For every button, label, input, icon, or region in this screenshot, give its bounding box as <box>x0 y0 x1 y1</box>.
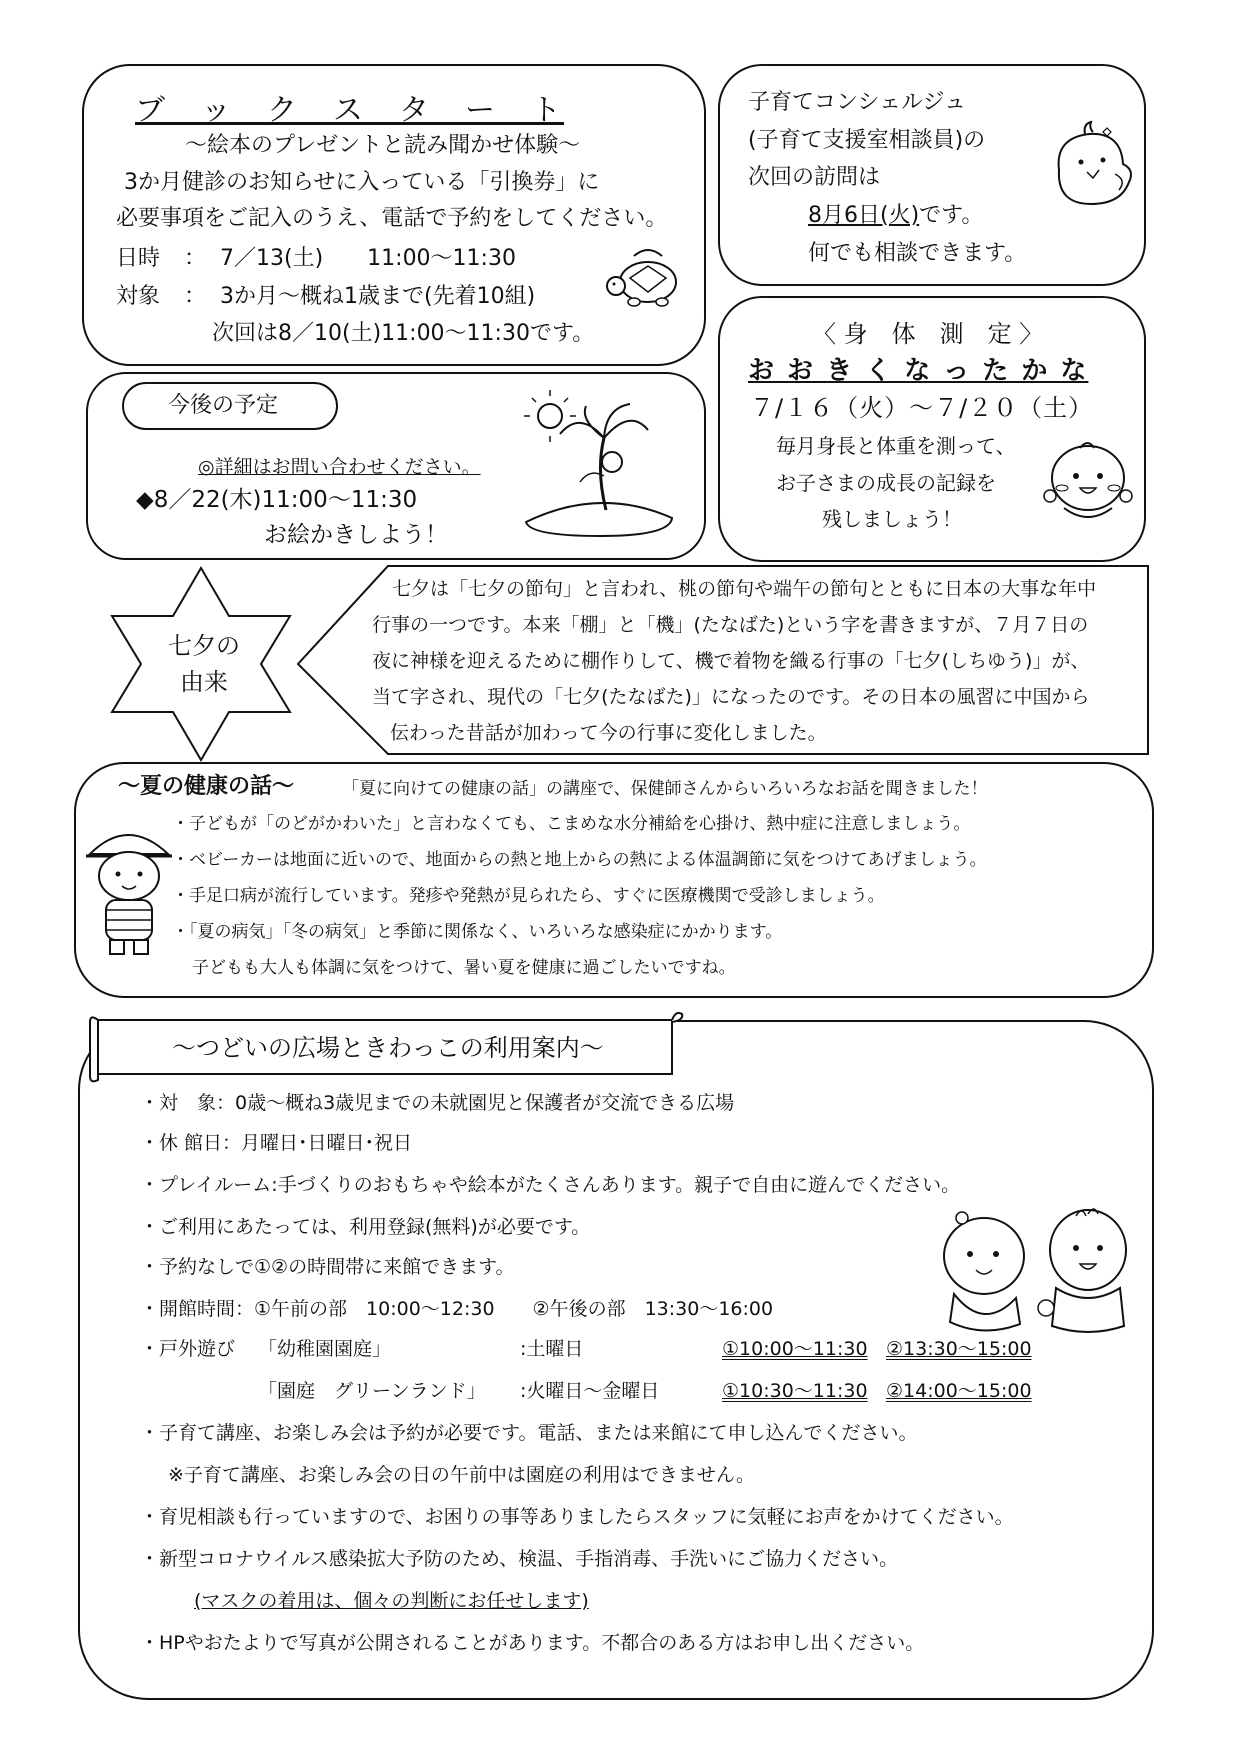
bookstart-subtitle: ～絵本のプレゼントと読み聞かせ体験～ <box>185 133 581 158</box>
tanabata-line-5: 伝わった昔話が加わって今の行事に変化しました。 <box>390 722 827 744</box>
guide-outdoor2-time1: ①10:30～11:30 <box>722 1380 868 1402</box>
guide-registration: ・ご利用にあたっては、利用登録(無料)が必要です。 <box>140 1216 591 1238</box>
measure-line2: お子さまの成長の記録を <box>776 471 996 495</box>
guide-courses-note: ※子育て講座、お楽しみ会の日の午前中は園庭の利用はできません。 <box>168 1464 756 1486</box>
guide-outdoor-label: ・戸外遊び <box>140 1338 236 1360</box>
baby-face-icon <box>1040 436 1136 526</box>
guide-outdoor2-place: 「園庭 グリーンランド」 <box>258 1380 486 1402</box>
bookstart-target-value: 3か月～概ね1歳まで(先着10組) <box>220 284 536 309</box>
bookstart-title: ブ ッ ク ス タ ー ト <box>135 93 564 128</box>
concierge-date: 8月6日(火) <box>808 203 920 228</box>
guide-outdoor1-place: 「幼稚園園庭」 <box>258 1338 392 1360</box>
guide-outdoor1-time2: ②13:30～15:00 <box>886 1338 1032 1360</box>
summer-item-2: ・ベビーカーは地面に近いので、地面からの熱と地上からの熱による体温調節に気をつけてあげましょう。 <box>172 850 987 870</box>
bookstart-date-value: 7／13(土) 11:00～11:30 <box>220 246 516 271</box>
summer-item-1: ・子どもが「のどがかわいた」と言わなくても、こまめな水分補給を心掛け、熱中症に注意しましょう。 <box>172 814 971 834</box>
summer-title: ～夏の健康の話～ <box>118 774 295 799</box>
summer-item-5: 子どもも大人も体調に気をつけて、暑い夏を健康に過ごしたいですね。 <box>192 958 736 978</box>
bookstart-line2: 必要事項をご記入のうえ、電話で予約をしてください。 <box>116 206 668 231</box>
summer-item-3: ・手足口病が流行しています。発疹や発熱が見られたら、すぐに医療機関で受診しましょう。 <box>172 886 885 906</box>
guide-mask: (マスクの着用は、個々の判断にお任せします) <box>194 1590 589 1612</box>
schedule-event-date: ◆8／22(木)11:00～11:30 <box>136 487 418 513</box>
tanabata-line-1: 七夕は「七夕の節句」と言われ、桃の節句や端午の節句とともに日本の大事な年中 <box>392 578 1097 600</box>
child-hat-icon <box>84 818 174 958</box>
bookstart-date-label: 日時 <box>116 246 161 271</box>
concierge-line1: 子育てコンシェルジュ <box>748 90 967 115</box>
tanabata-label-line1: 七夕の <box>168 632 240 660</box>
chick-icon <box>1045 120 1137 210</box>
summer-intro: 「夏に向けての健康の話」の講座で、保健師さんからいろいろなお話を聞きました！ <box>342 779 988 799</box>
palm-island-icon <box>520 390 680 538</box>
tanabata-line-2: 行事の一つです。本来「棚」と「機」(たなばた)という字を書きますが、７月７日の <box>372 614 1089 636</box>
guide-consult: ・育児相談も行っていますので、お困りの事等ありましたらスタッフに気軽にお声をかけてください。 <box>140 1506 1014 1528</box>
concierge-date-suffix: です。 <box>919 203 984 228</box>
concierge-line2: (子育て支援室相談員)の <box>748 128 986 153</box>
schedule-note: ◎詳細はお問い合わせください。 <box>198 456 481 478</box>
bookstart-next: 次回は8／10(土)11:00～11:30です。 <box>212 321 595 346</box>
guide-outdoor1-day: :土曜日 <box>520 1338 584 1360</box>
bookstart-date-sep: ： <box>184 246 207 271</box>
bookstart-target-label: 対象 <box>116 284 161 309</box>
guide-closed: ・休 館日：月曜日･日曜日･祝日 <box>140 1132 413 1154</box>
bookstart-line1: 3か月健診のお知らせに入っている「引換券」に <box>124 170 600 195</box>
guide-courses: ・子育て講座、お楽しみ会は予約が必要です。電話、または来館にて申し込んでください。 <box>140 1422 918 1444</box>
guide-covid: ・新型コロナウイルス感染拡大予防のため、検温、手指消毒、手洗いにご協力ください。 <box>140 1548 899 1570</box>
measure-subtitle: お お き く な っ た か な <box>748 356 1089 386</box>
measure-title: 〈 身 体 測 定 〉 <box>812 320 1044 348</box>
guide-playroom: ・プレイルーム:手づくりのおもちゃや絵本がたくさんあります。親子で自由に遊んでください。 <box>140 1174 961 1196</box>
summer-item-4: ・「夏の病気」「冬の病気」と季節に関係なく、いろいろな感染症にかかります。 <box>172 922 783 942</box>
measure-dates: ７/１６（火）～７/２０（土） <box>750 394 1094 422</box>
guide-photo: ・HPやおたよりで写真が公開されることがあります。不都合のある方はお申し出ください。 <box>140 1632 925 1654</box>
measure-line3: 残しましょう！ <box>822 507 962 531</box>
star-icon <box>106 566 296 762</box>
guide-outdoor2-time2: ②14:00～15:00 <box>886 1380 1032 1402</box>
tanabata-line-3: 夜に神様を迎えるために棚作りして、機で着物を織る行事の「七夕(しちゆう)」が、 <box>372 650 1090 672</box>
bookstart-target-sep: ： <box>184 284 207 309</box>
schedule-label: 今後の予定 <box>168 393 279 418</box>
guide-hours: ・開館時間：①午前の部 10:00～12:30 ②午後の部 13:30～16:00 <box>140 1298 774 1320</box>
measure-line1: 毎月身長と体重を測って、 <box>776 434 1016 458</box>
tanabata-line-4: 当て字され、現代の「七夕(たなばた)」になったのです。その日本の風習に中国から <box>372 686 1090 708</box>
schedule-event-name: お絵かきしよう！ <box>264 522 448 548</box>
concierge-line3: 次回の訪問は <box>748 165 881 190</box>
guide-outdoor1-time1: ①10:00～11:30 <box>722 1338 868 1360</box>
tanabata-label-line2: 由来 <box>180 668 228 696</box>
guide-outdoor2-day: :火曜日～金曜日 <box>520 1380 660 1402</box>
guide-title: ～つどいの広場ときわっこの利用案内～ <box>172 1034 604 1062</box>
turtle-icon <box>604 242 686 308</box>
babies-icon <box>926 1198 1140 1338</box>
guide-noreserve: ・予約なしで①②の時間帯に来館できます。 <box>140 1256 515 1278</box>
guide-target: ・対 象：0歳～概ね3歳児までの未就園児と保護者が交流できる広場 <box>140 1092 735 1114</box>
concierge-line5: 何でも相談できます。 <box>808 241 1027 266</box>
concierge-date-line <box>808 205 983 227</box>
